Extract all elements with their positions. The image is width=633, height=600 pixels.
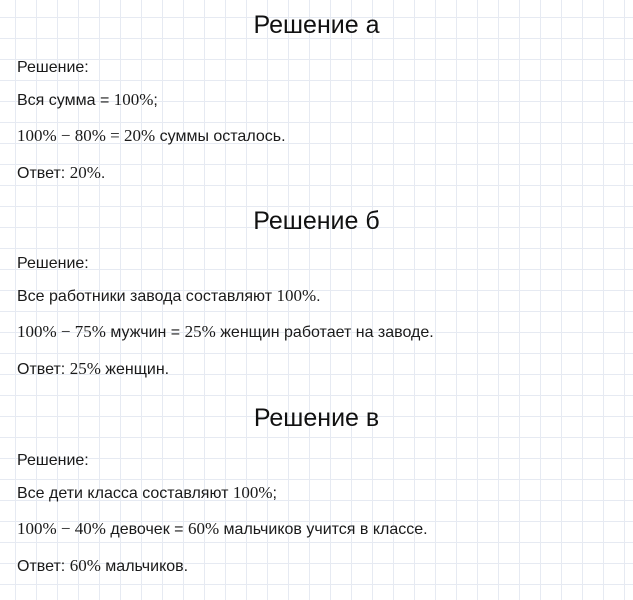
math-value: 100%	[276, 286, 317, 305]
answer-label: Ответ:	[17, 361, 70, 378]
answer-label: Ответ:	[17, 165, 70, 182]
answer-label: Ответ:	[17, 558, 70, 575]
math-value: 60%	[187, 519, 220, 538]
math-value: 25%	[184, 322, 216, 341]
solution-line	[17, 126, 286, 147]
math-value: 100%	[232, 483, 273, 502]
section-heading: Решение а	[253, 11, 380, 39]
line-tail: ;	[153, 92, 158, 109]
line-text: мальчиков учится в классе.	[219, 521, 428, 538]
line-tail: .	[316, 288, 321, 305]
solution-section-b	[0, 196, 633, 378]
answer-line	[17, 359, 169, 380]
section-heading: Решение в	[253, 404, 380, 432]
line-text: мужчин =	[105, 324, 185, 341]
section-heading: Решение б	[253, 207, 380, 235]
answer-line	[17, 556, 188, 577]
solution-line	[17, 519, 428, 540]
solution-intro: Решение:	[17, 255, 89, 272]
solution-intro: Решение:	[17, 452, 89, 469]
math-expression: 100% − 40%	[17, 519, 106, 538]
solution-section-c	[0, 393, 633, 575]
line-text: Все дети класса составляют	[17, 485, 233, 502]
line-tail: .	[100, 165, 106, 182]
line-tail: женщин.	[100, 361, 170, 378]
line-text: девочек =	[105, 521, 188, 538]
line-text: Все работники завода составляют	[17, 288, 277, 305]
solution-intro: Решение:	[17, 59, 89, 76]
answer-line	[17, 163, 105, 184]
math-expression: 100% − 75%	[17, 322, 106, 341]
math-value: 60%	[69, 556, 101, 575]
math-expression: 100% − 80% = 20%	[17, 126, 156, 145]
solution-line	[17, 322, 434, 343]
solution-line	[17, 483, 277, 504]
solution-line	[17, 286, 321, 307]
line-text: Вся сумма =	[17, 92, 114, 109]
solution-line	[17, 90, 158, 111]
line-tail: ;	[272, 485, 277, 502]
solution-section-a	[0, 0, 633, 182]
math-value: 20%	[69, 163, 101, 182]
line-tail: мальчиков.	[100, 558, 189, 575]
line-text: женщин работает на заводе.	[215, 324, 434, 341]
math-value: 25%	[69, 359, 101, 378]
math-value: 100%	[113, 90, 154, 109]
line-text: суммы осталось.	[155, 128, 286, 145]
